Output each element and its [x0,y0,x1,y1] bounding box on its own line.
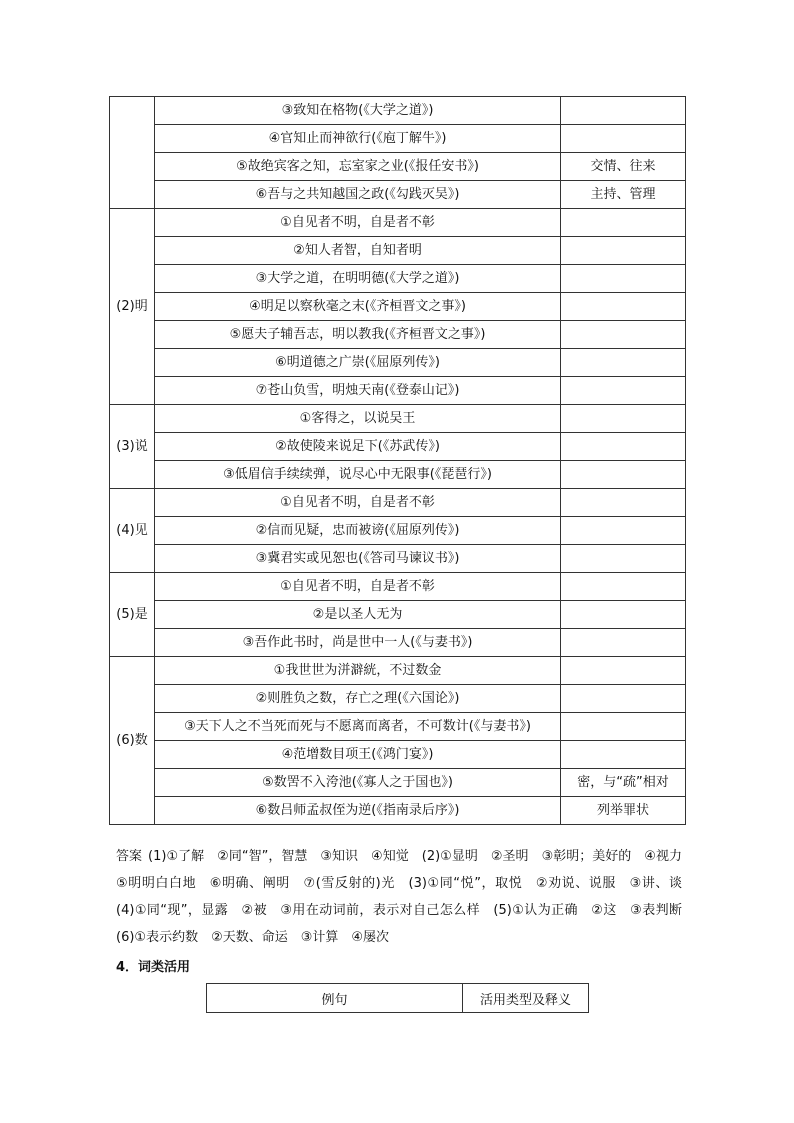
meaning-cell [561,657,686,685]
table-row [110,377,686,405]
section-title: 4．词类活用 [116,960,191,975]
example-sentence: ②知人者智，自知者明 [155,237,561,265]
table-row [110,265,686,293]
table-row [110,461,686,489]
meaning-cell: 列举罪状 [561,797,686,825]
example-sentence: ⑦苍山负雪，明烛天南(《登泰山记》) [155,377,561,405]
meaning-cell [561,97,686,125]
table-row [110,433,686,461]
word-group-label: (5)是 [110,573,155,657]
table-row [110,797,686,825]
table-row [110,657,686,685]
meaning-cell [561,517,686,545]
example-sentence: ①自见者不明，自是者不彰 [155,489,561,517]
table-row [110,741,686,769]
example-sentence: ⑥明道德之广崇(《屈原列传》) [155,349,561,377]
example-sentence: ④范增数目项王(《鸿门宴》) [155,741,561,769]
meaning-cell [561,461,686,489]
meaning-cell [561,265,686,293]
example-sentence: ①自见者不明，自是者不彰 [155,209,561,237]
polysemy-table [109,96,686,825]
meaning-cell [561,405,686,433]
word-group-label: (2)明 [110,209,155,405]
table-row [110,769,686,797]
example-sentence: ①客得之，以说吴王 [155,405,561,433]
meaning-cell: 交情、往来 [561,153,686,181]
word-group-label: (6)数 [110,657,155,825]
word-group-label [110,97,155,209]
word-class-table-header [207,984,589,1013]
table-row [110,545,686,573]
meaning-cell [561,237,686,265]
meaning-cell [561,433,686,461]
table-row [110,517,686,545]
answer-paragraph [116,843,696,951]
word-group-label: (3)说 [110,405,155,489]
word-class-table [206,983,589,1013]
meaning-cell [561,685,686,713]
table-row [110,349,686,377]
meaning-cell [561,293,686,321]
table-row [110,153,686,181]
example-sentence: ⑤愿夫子辅吾志，明以教我(《齐桓晋文之事》) [155,321,561,349]
table-row [110,405,686,433]
table-row [110,685,686,713]
example-sentence: ③大学之道，在明明德(《大学之道》) [155,265,561,293]
meaning-cell [561,545,686,573]
polysemy-table-body [110,97,686,825]
meaning-cell [561,209,686,237]
table-row [110,629,686,657]
meaning-cell: 密，与“疏”相对 [561,769,686,797]
example-sentence: ②故使陵来说足下(《苏武传》) [155,433,561,461]
example-sentence: ②是以圣人无为 [155,601,561,629]
table-row [110,713,686,741]
example-sentence: ②则胜负之数，存亡之理(《六国论》) [155,685,561,713]
example-sentence: ④明足以察秋毫之末(《齐桓晋文之事》) [155,293,561,321]
answer-text: (1)①了解 ②同“智”，智慧 ③知识 ④知觉 (2)①显明 ②圣明 ③彰明；美好的 ④视力 ⑤明明白白地 ⑥明确、阐明 ⑦(雪反射的)光 (3)①同“悦”，取悦 ②劝说、说服 ③讲、谈 (4)①同“现”，显露 ②被 ③用在动词前，表示对自己怎么样 (5)①认为正确 ②这 ③表判断 (6)①表示约数 ②天数、命运 ③计算 ④屡次 [116,849,696,945]
meaning-cell [561,377,686,405]
table-row [110,293,686,321]
example-sentence: ①我世世为洴澼絖，不过数金 [155,657,561,685]
table-row [110,573,686,601]
meaning-cell [561,125,686,153]
example-sentence: ⑤故绝宾客之知，忘室家之业(《报任安书》) [155,153,561,181]
table-row [110,97,686,125]
table-row [110,237,686,265]
answer-label: 答案 [116,849,143,864]
meaning-cell [561,349,686,377]
example-sentence: ⑥数吕师孟叔侄为逆(《指南录后序》) [155,797,561,825]
meaning-cell [561,601,686,629]
table-row [110,601,686,629]
example-sentence: ②信而见疑，忠而被谤(《屈原列传》) [155,517,561,545]
example-sentence: ④官知止而神欲行(《庖丁解牛》) [155,125,561,153]
meaning-cell [561,741,686,769]
example-sentence: ③致知在格物(《大学之道》) [155,97,561,125]
meaning-cell [561,629,686,657]
table-row [110,181,686,209]
word-group-label: (4)见 [110,489,155,573]
meaning-cell [561,573,686,601]
meaning-cell [561,321,686,349]
example-sentence: ③冀君实或见恕也(《答司马谏议书》) [155,545,561,573]
example-sentence: ⑤数罟不入洿池(《寡人之于国也》) [155,769,561,797]
header-example-sentence: 例句 [207,984,463,1013]
table-row [110,321,686,349]
table-row [110,489,686,517]
meaning-cell [561,489,686,517]
meaning-cell: 主持、管理 [561,181,686,209]
header-usage-type: 活用类型及释义 [463,984,589,1013]
example-sentence: ③低眉信手续续弹，说尽心中无限事(《琵琶行》) [155,461,561,489]
table-row [110,125,686,153]
example-sentence: ③天下人之不当死而死与不愿离而离者，不可数计(《与妻书》) [155,713,561,741]
table-row [110,209,686,237]
example-sentence: ⑥吾与之共知越国之政(《勾践灭吴》) [155,181,561,209]
example-sentence: ③吾作此书时，尚是世中一人(《与妻书》) [155,629,561,657]
example-sentence: ①自见者不明，自是者不彰 [155,573,561,601]
meaning-cell [561,713,686,741]
